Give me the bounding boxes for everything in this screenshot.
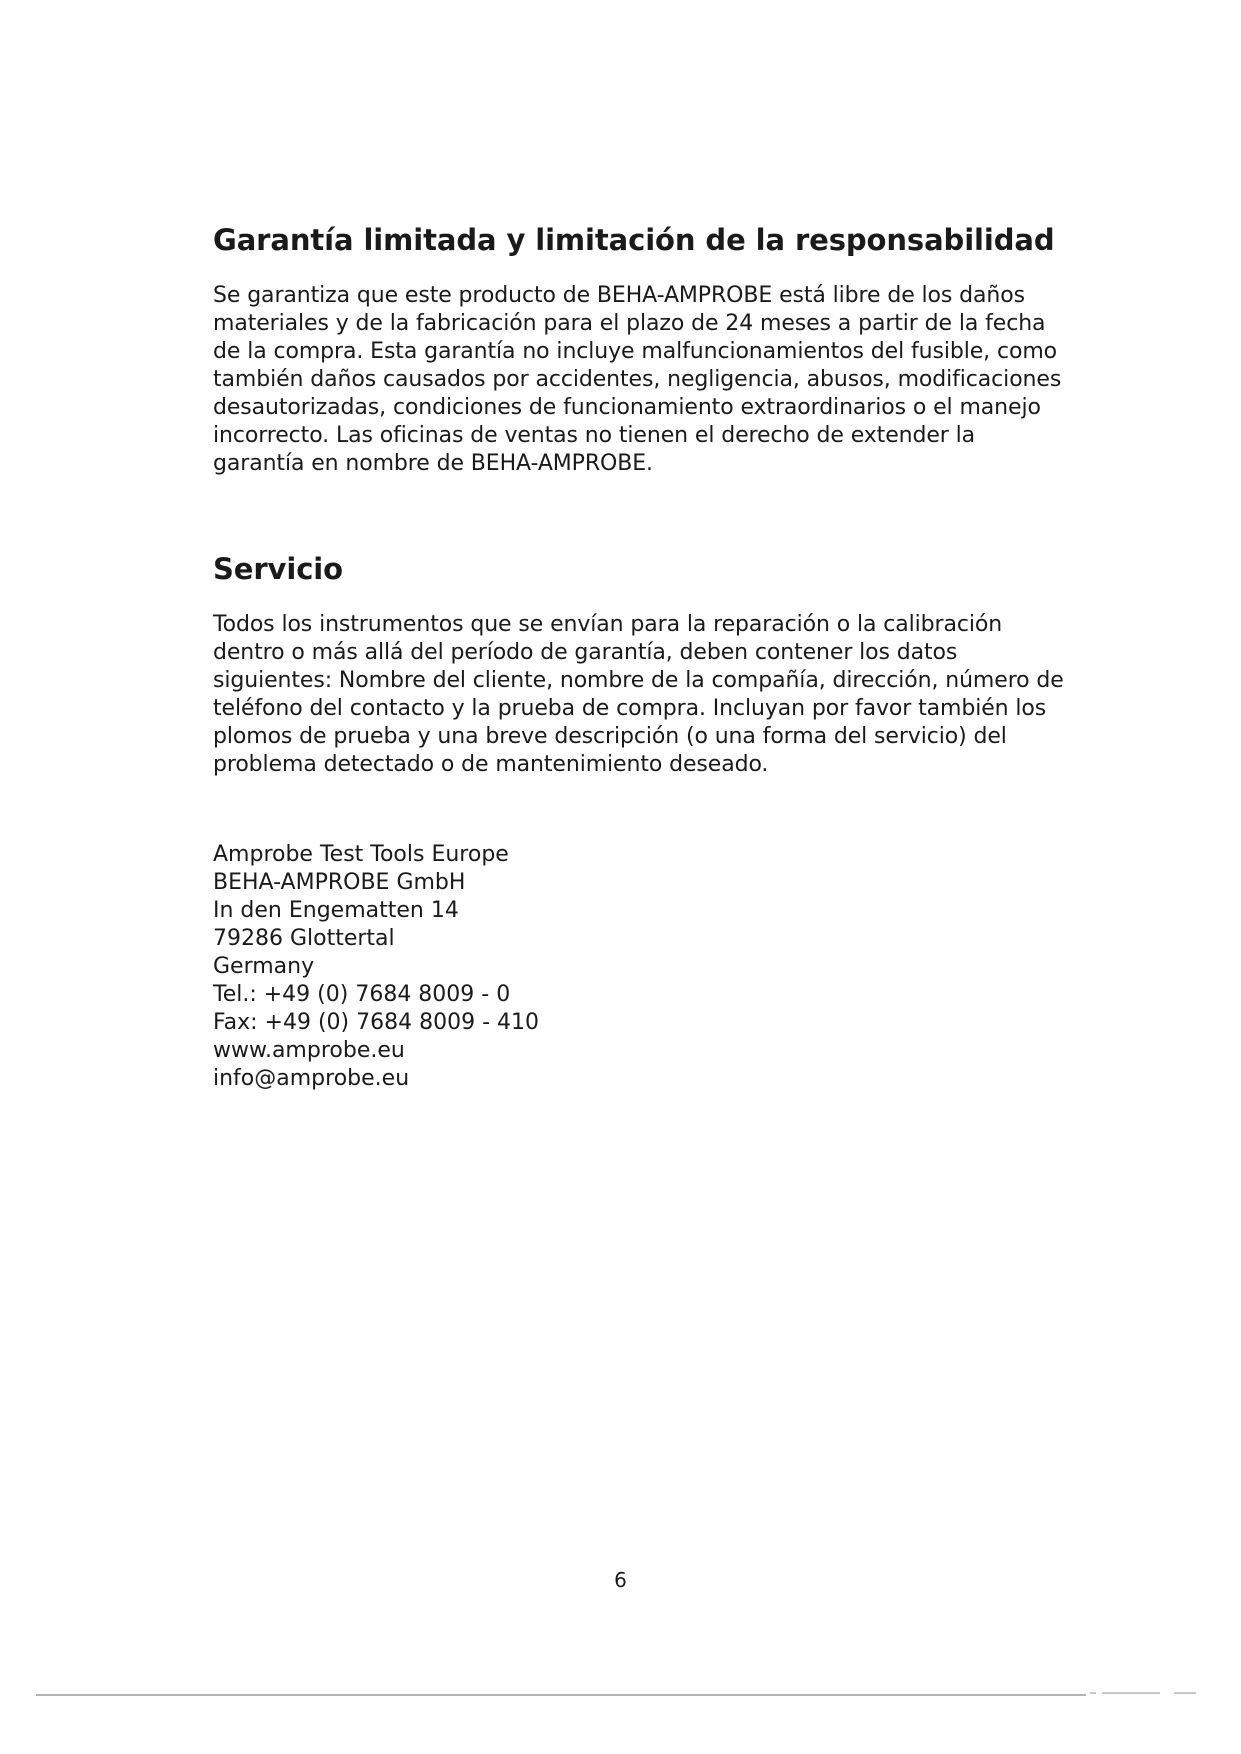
service-heading: Servicio	[213, 552, 343, 586]
document-content	[213, 222, 1073, 1093]
footer-crop-marks	[1090, 1690, 1200, 1696]
address-phone: Tel.: +49 (0) 7684 8009 - 0	[213, 982, 511, 1007]
service-section	[213, 551, 1073, 779]
contact-address	[213, 841, 1073, 1093]
warranty-section	[213, 222, 1073, 478]
address-street: In den Engematten 14	[213, 898, 459, 923]
service-body: Todos los instrumentos que se envían para la reparación o la calibración dentro o más allá del período de garantía, deben contener los datos siguientes: Nombre del cliente, nombre de la compañía, dirección, número de teléfono del contacto y la prueba de compra. Incluyan por favor también los plomos de prueba y una breve descripción (o una forma del servicio) del problema detectado o de mantenimiento deseado.	[213, 612, 1064, 777]
warranty-heading: Garantía limitada y limitación de la responsabilidad	[213, 223, 1055, 257]
address-website-link[interactable]: www.amprobe.eu	[213, 1038, 405, 1063]
address-country: Germany	[213, 954, 315, 979]
address-email-link[interactable]: info@amprobe.eu	[213, 1066, 410, 1091]
warranty-body: Se garantiza que este producto de BEHA-AMPROBE está libre de los daños materiales y de la fabricación para el plazo de 24 meses a partir de la fecha de la compra. Esta garantía no incluye malfuncionamientos del fusible, como también daños causados por accidentes, negligencia, abusos, modificaciones desautorizadas, condiciones de funcionamiento extraordinarios o el manejo incorrecto. Las oficinas de ventas no tienen el derecho de extender la garantía en nombre de BEHA-AMPROBE.	[213, 283, 1062, 476]
address-fax: Fax: +49 (0) 7684 8009 - 410	[213, 1010, 540, 1035]
footer-divider	[36, 1694, 1086, 1696]
address-company: Amprobe Test Tools Europe	[213, 842, 509, 867]
address-city: 79286 Glottertal	[213, 926, 395, 951]
page-number: 6	[614, 1568, 627, 1592]
address-legal-name: BEHA-AMPROBE GmbH	[213, 870, 466, 895]
